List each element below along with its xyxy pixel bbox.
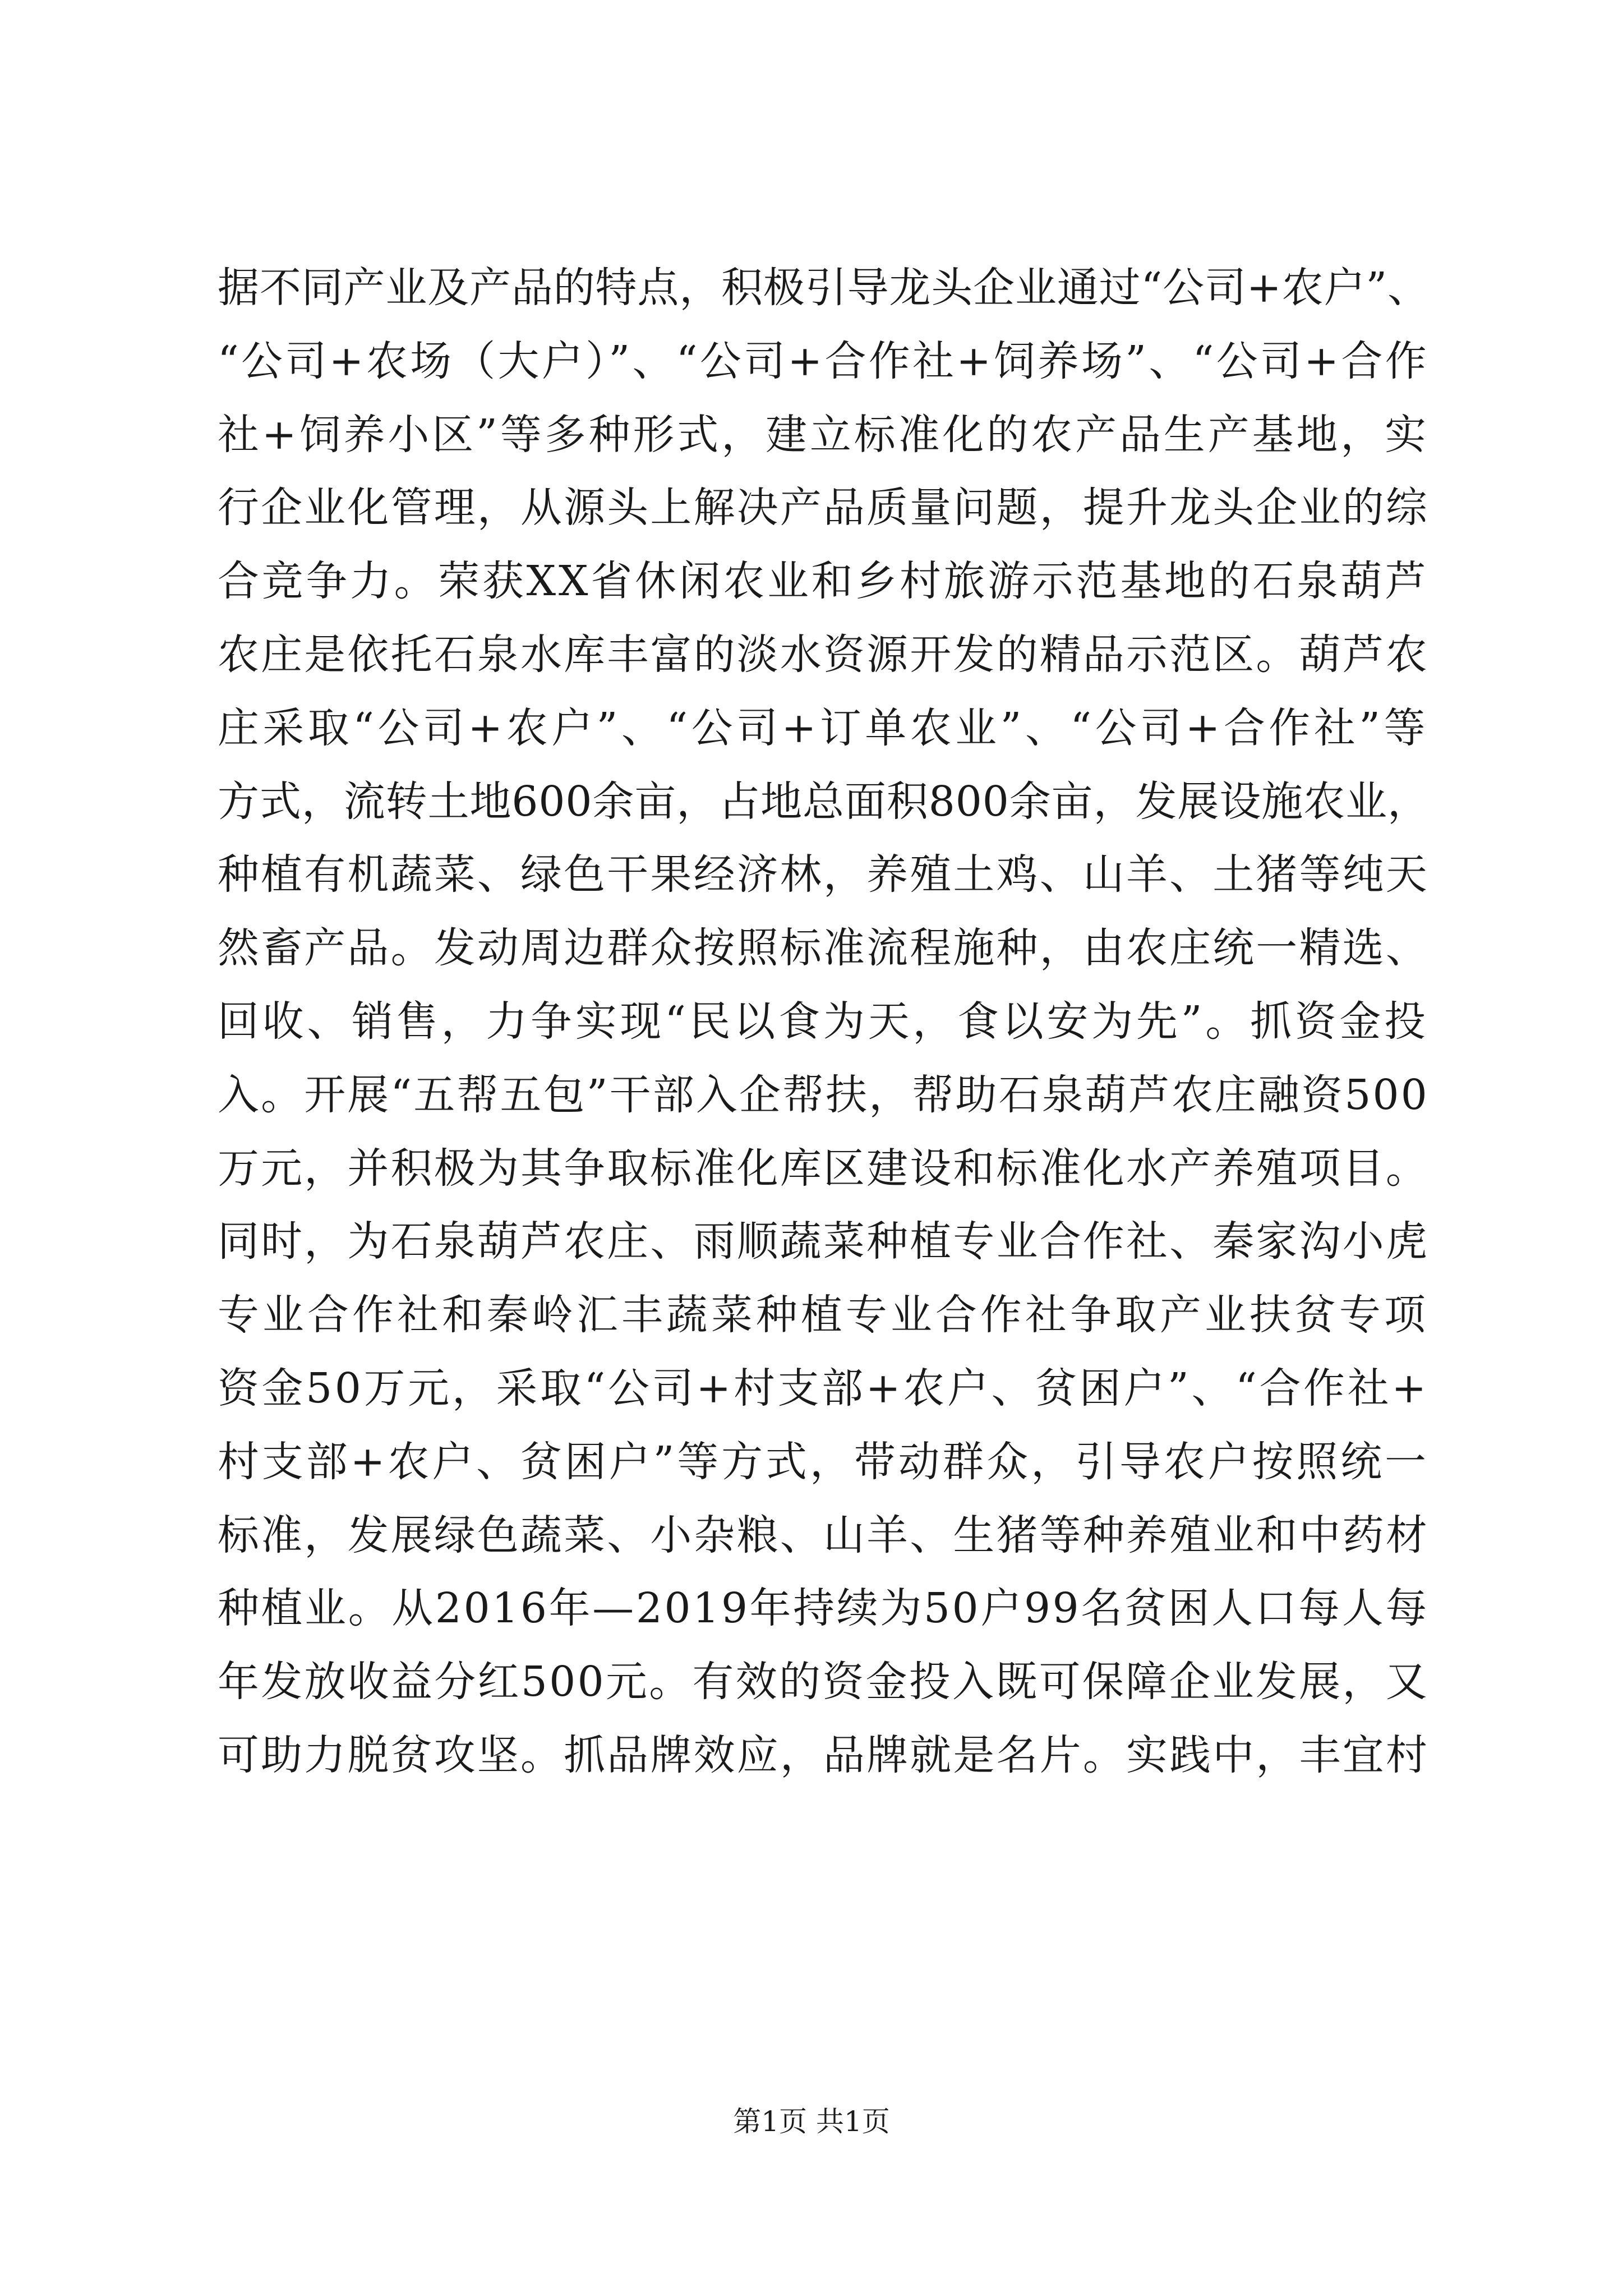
text-line: 可助力脱贫攻坚。抓品牌效应，品牌就是名片。实践中，丰宜村	[218, 1731, 1429, 1779]
text-line: 标准，发展绿色蔬菜、小杂粮、山羊、生猪等种养殖业和中药材	[218, 1511, 1429, 1559]
text-line: 种植业。从2016年—2019年持续为50户99名贫困人口每人每	[218, 1584, 1429, 1633]
page-footer: 第1页 共1页	[733, 2105, 890, 2138]
text-line: 社+饲养小区”等多种形式，建立标准化的农产品生产基地，实	[218, 410, 1429, 459]
text-line: “公司+农场（大户）”、“公司+合作社+饲养场”、“公司+合作	[218, 337, 1429, 385]
text-line: 合竞争力。荣获XX省休闲农业和乡村旅游示范基地的石泉葫芦	[218, 557, 1429, 606]
text-line: 资金50万元，采取“公司+村支部+农户、贫困户”、“合作社+	[218, 1364, 1429, 1412]
text-line: 回收、销售，力争实现“民以食为天，食以安为先”。抓资金投	[218, 997, 1429, 1046]
body-paragraph	[218, 251, 1429, 1792]
text-line: 专业合作社和秦岭汇丰蔬菜种植专业合作社争取产业扶贫专项	[218, 1291, 1429, 1340]
text-line: 方式，流转土地600余亩，占地总面积800余亩，发展设施农业，	[218, 777, 1430, 826]
text-line: 年发放收益分红500元。有效的资金投入既可保障企业发展，又	[218, 1658, 1429, 1706]
text-line: 庄采取“公司+农户”、“公司+订单农业”、“公司+合作社”等	[218, 703, 1429, 752]
text-line: 行企业化管理，从源头上解决产品质量问题，提升龙头企业的综	[218, 484, 1429, 532]
text-line: 入。开展“五帮五包”干部入企帮扶，帮助石泉葫芦农庄融资500	[218, 1070, 1429, 1119]
text-line: 村支部+农户、贫困户”等方式，带动群众，引导农户按照统一	[218, 1437, 1429, 1486]
text-line: 然畜产品。发动周边群众按照标准流程施种，由农庄统一精选、	[218, 924, 1429, 973]
text-line: 据不同产业及产品的特点，积极引导龙头企业通过“公司+农户”、	[218, 264, 1430, 312]
text-line: 同时，为石泉葫芦农庄、雨顺蔬菜种植专业合作社、秦家沟小虎	[218, 1217, 1429, 1266]
text-line: 种植有机蔬菜、绿色干果经济林，养殖土鸡、山羊、土猪等纯天	[218, 850, 1429, 899]
text-line: 农庄是依托石泉水库丰富的淡水资源开发的精品示范区。葫芦农	[218, 630, 1429, 679]
text-line: 万元，并积极为其争取标准化库区建设和标准化水产养殖项目。	[218, 1144, 1429, 1193]
